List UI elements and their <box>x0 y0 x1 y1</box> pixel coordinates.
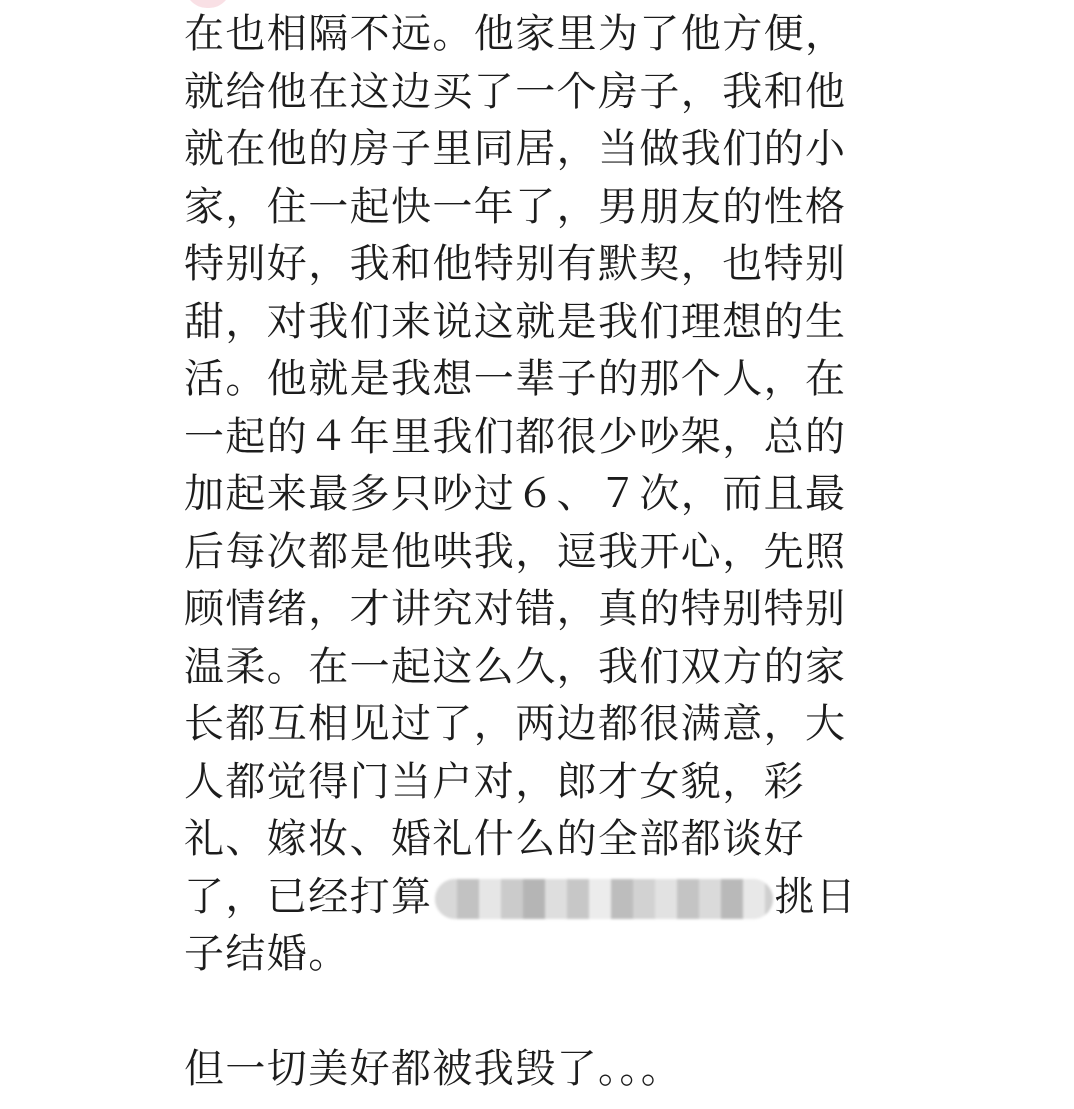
text-line: 温柔。在一起这么久，我们双方的家 <box>184 643 847 690</box>
text-line: 人都觉得门当户对，郎才女貌，彩 <box>184 758 805 805</box>
text-before-redaction: 了，已经打算 <box>184 873 433 920</box>
text-line: 甜，对我们来说这就是我们理想的生 <box>184 298 847 345</box>
mosaic-cell <box>721 879 743 919</box>
mosaic-cell <box>567 879 589 919</box>
redacted-text-line <box>184 869 884 927</box>
mosaic-cell <box>501 879 523 919</box>
text-line: 在也相隔不远。他家里为了他方便， <box>184 11 847 57</box>
mosaic-cell <box>743 879 765 919</box>
mosaic-cell <box>435 879 457 919</box>
closing-line: 但一切美好都被我毁了。。。 <box>184 1046 683 1092</box>
mosaic-cell <box>457 879 479 919</box>
text-line: 特别好，我和他特别有默契，也特别 <box>184 241 847 287</box>
mosaic-cell <box>677 879 699 919</box>
text-line: 活。他就是我想一辈子的那个人，在 <box>184 356 847 402</box>
mosaic-cell <box>545 879 567 919</box>
mosaic-cell <box>611 879 633 919</box>
paragraph-gap <box>184 984 884 1042</box>
text-line: 就给他在这边买了一个房子，我和他 <box>184 68 847 115</box>
text-line: 顾情绪，才讲究对错，真的特别特别 <box>184 586 847 632</box>
mosaic-cell <box>523 879 545 919</box>
text-line: 长都互相见过了，两边都很满意，大 <box>184 701 847 747</box>
mosaic-cell <box>479 879 501 919</box>
text-line: 一起的４年里我们都很少吵架，总的 <box>184 413 847 460</box>
mosaic-cell <box>699 879 721 919</box>
text-line: 礼、嫁妆、婚礼什么的全部都谈好 <box>184 816 805 862</box>
mosaic-cell <box>589 879 611 919</box>
mosaic-cell <box>633 879 655 919</box>
text-line: 加起来最多只吵过６、７次，而且最 <box>184 471 847 517</box>
text-line: 家，住一起快一年了，男朋友的性格 <box>184 183 847 230</box>
text-line: 子结婚。 <box>184 931 350 977</box>
text-after-redaction: 挑日 <box>774 873 858 920</box>
text-line: 后每次都是他哄我，逗我开心，先照 <box>184 528 847 575</box>
mosaic-cell <box>765 879 773 919</box>
mosaic-cell <box>655 879 677 919</box>
post-text-body <box>184 6 884 1099</box>
mosaic-redaction <box>435 879 773 919</box>
text-line: 就在他的房子里同居，当做我们的小 <box>184 126 847 172</box>
